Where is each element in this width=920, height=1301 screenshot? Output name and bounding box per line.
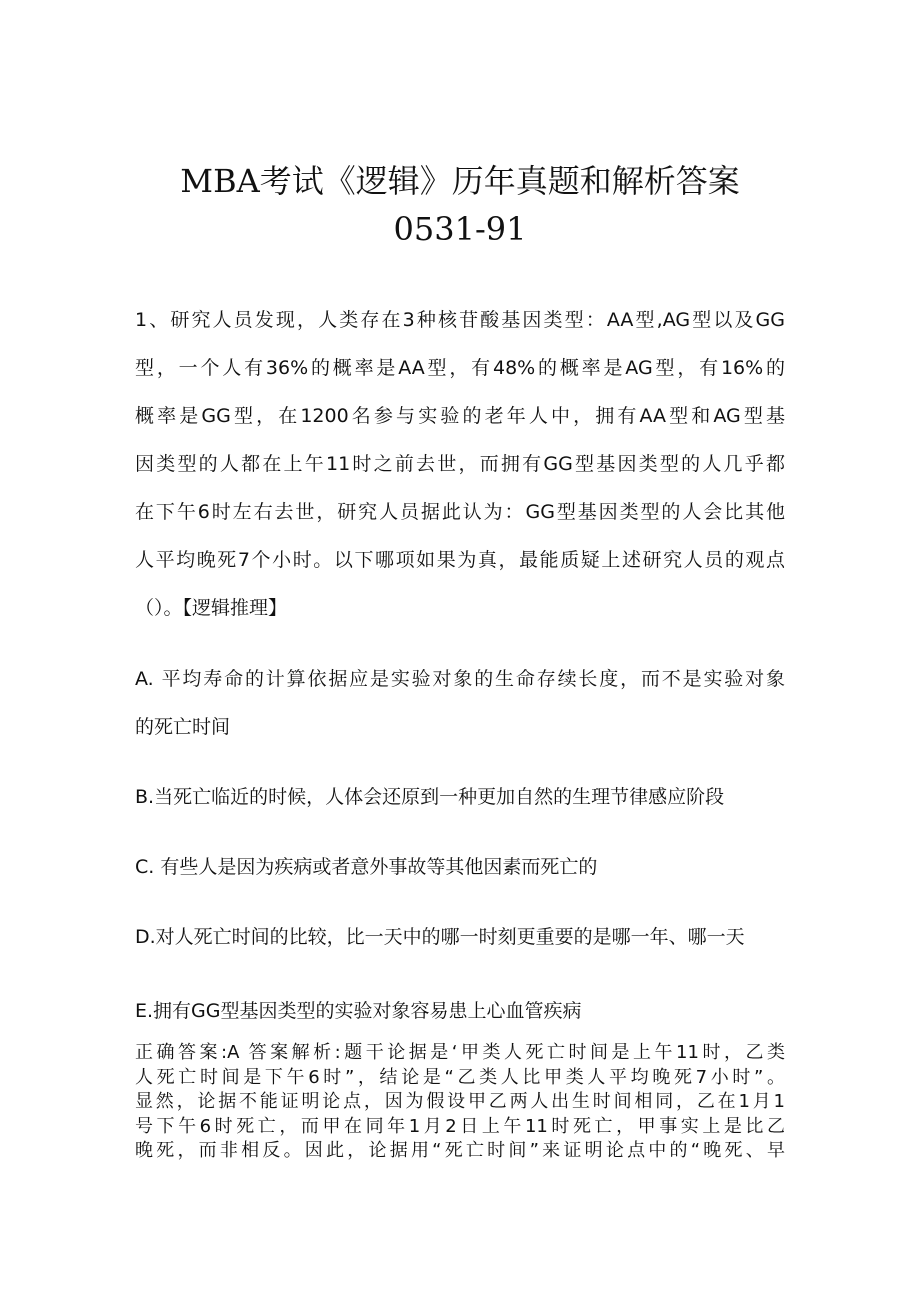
option-d [135,913,785,961]
option-a-line: A. 平均寿命的计算依据应是实验对象的生命存续长度，而不是实验对象 [135,668,785,690]
answer-line: 晚死，而非相反。因此，论据用“死亡时间”来证明论点中的“晚死、早 [135,1140,785,1161]
option-d-text: D.对人死亡时间的比较，比一天中的哪一时刻更重要的是哪一年、哪一天 [135,926,745,948]
question-line: 1、研究人员发现，人类存在3种核苷酸基因类型：AA型,AG型以及GG [135,309,785,331]
answer-line: 显然，论据不能证明论点，因为假设甲乙两人出生时间相同，乙在1月1 [135,1091,785,1112]
option-c [135,843,785,891]
answer-explanation [135,1041,785,1164]
option-b [135,773,785,821]
page-title: MBA考试《逻辑》历年真题和解析答案 [180,162,740,200]
option-a [135,655,785,751]
answer-line: 号下午6时死亡，而甲在同年1月2日上午11时死亡，甲事实上是比乙 [135,1115,785,1137]
page-title-code: 0531-91 [393,210,527,248]
question-line: 因类型的人都在上午11时之前去世，而拥有GG型基因类型的人几乎都 [135,453,785,475]
question-line: （）。【逻辑推理】 [135,597,288,619]
answer-line: 正确答案:A 答案解析:题干论据是‘甲类人死亡时间是上午11时，乙类 [135,1042,785,1063]
option-c-text: C. 有些人是因为疾病或者意外事故等其他因素而死亡的 [135,856,598,878]
option-b-text: B.当死亡临近的时候，人体会还原到一种更加自然的生理节律感应阶段 [135,786,725,808]
answer-line: 人死亡时间是下午6时”，结论是“乙类人比甲类人平均晚死7小时”。 [135,1066,785,1088]
question-line: 型，一个人有36%的概率是AA型，有48%的概率是AG型，有16%的 [135,357,785,379]
option-e-text: E.拥有GG型基因类型的实验对象容易患上心血管疾病 [135,1000,582,1022]
option-e [135,987,785,1035]
question-line: 在下午6时左右去世，研究人员据此认为：GG型基因类型的人会比其他 [135,501,785,523]
option-a-line: 的死亡时间 [135,716,231,738]
question-text [135,296,785,632]
question-line: 概率是GG型，在1200名参与实验的老年人中，拥有AA型和AG型基 [135,405,785,427]
question-line: 人平均晚死7个小时。以下哪项如果为真，最能质疑上述研究人员的观点 [135,549,785,571]
